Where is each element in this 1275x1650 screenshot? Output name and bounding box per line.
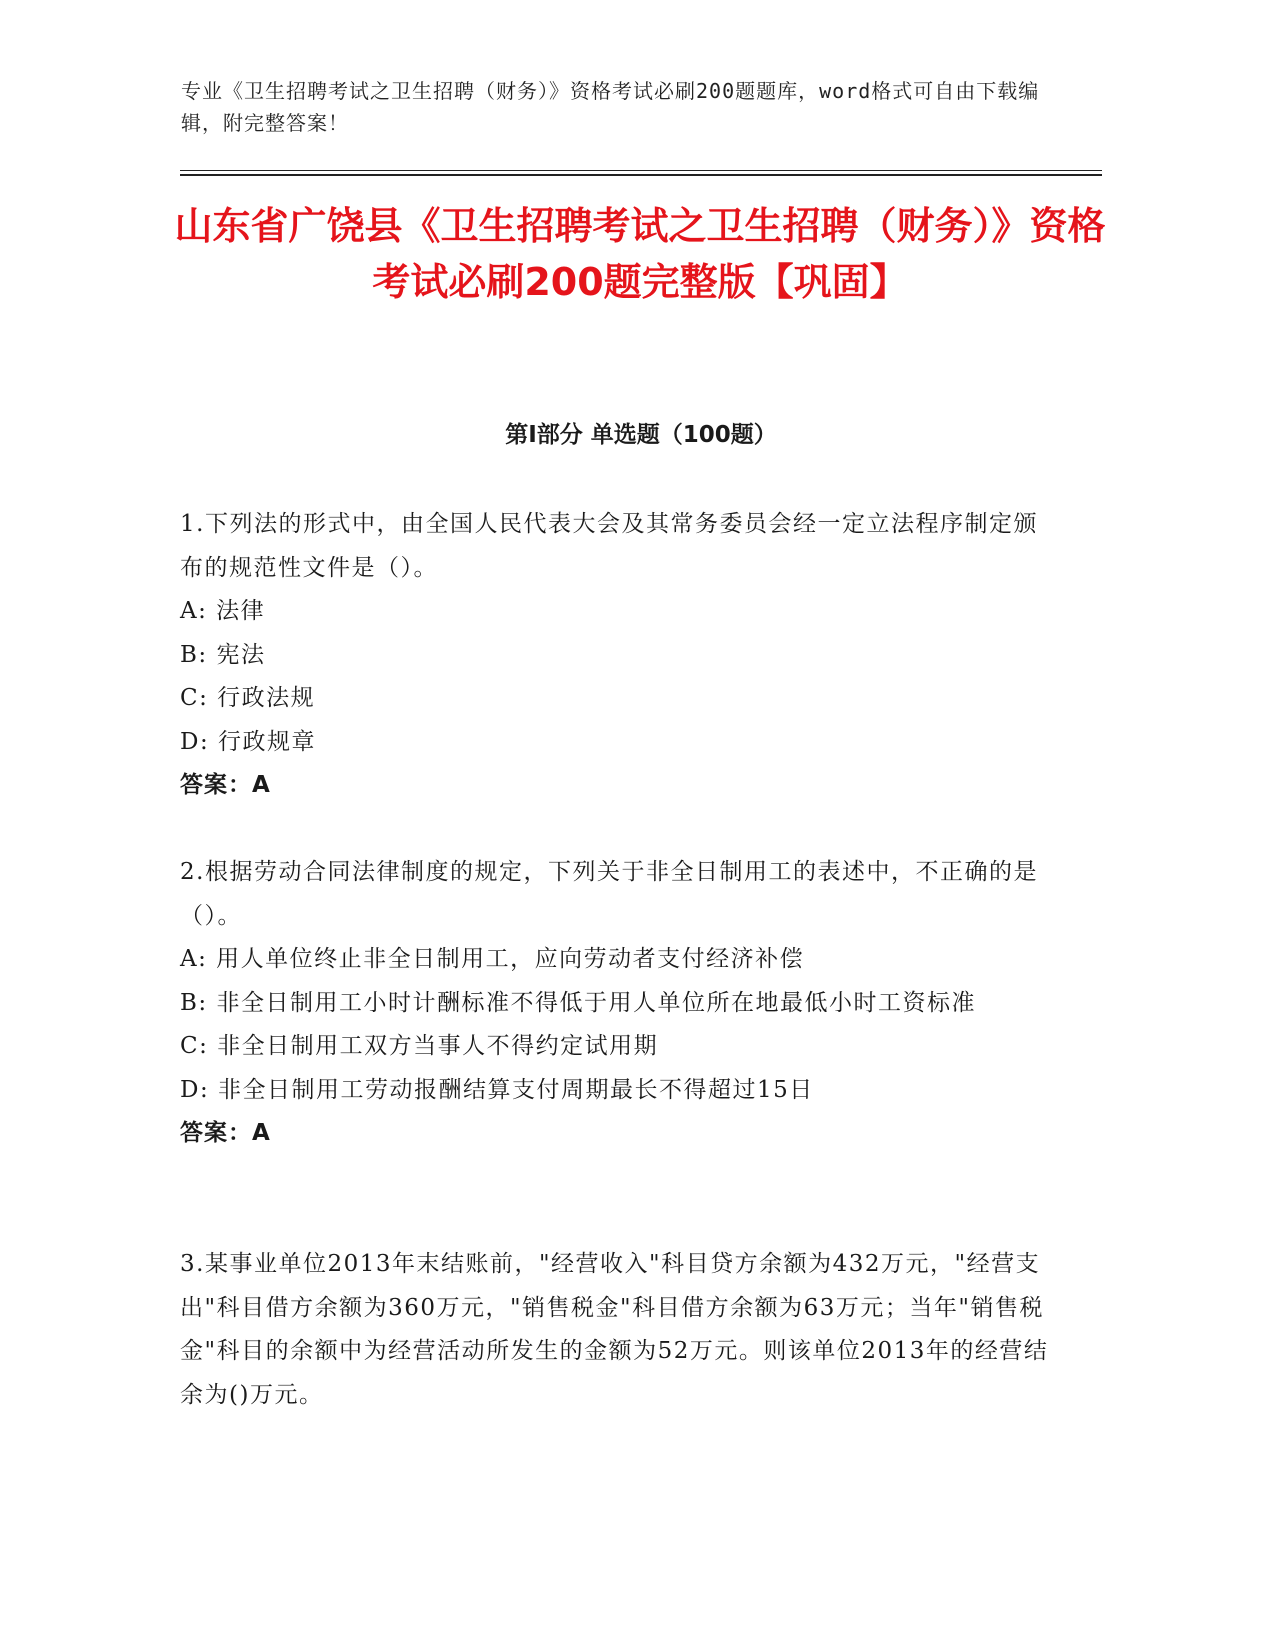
section-title: 第Ⅰ部分 单选题（100题） (505, 422, 777, 448)
option-c: C: 非全日制用工双方当事人不得约定试用期 (180, 1033, 659, 1059)
option-d: D: 行政规章 (180, 728, 317, 755)
answer: 答案：A (180, 1120, 271, 1146)
option-d: D: 非全日制用工劳动报酬结算支付周期最长不得超过15日 (180, 1076, 814, 1103)
header-divider-thin (180, 170, 1102, 171)
question-1 (180, 503, 1050, 808)
option-a: A: 法律 (180, 598, 266, 624)
document-title: 山东省广饶县《卫生招聘考试之卫生招聘（财务）》资格考试必刷200题完整版【巩固】 (174, 204, 1106, 304)
option-b: B: 非全日制用工小时计酬标准不得低于用人单位所在地最低小时工资标准 (180, 989, 976, 1016)
question-3 (180, 1243, 1050, 1417)
option-c: C: 行政法规 (180, 685, 316, 711)
question-stem: 1.下列法的形式中，由全国人民代表大会及其常务委员会经一定立法程序制定颁布的规范性文件是（）。 (180, 511, 1038, 581)
option-b: B: 宪法 (180, 641, 266, 668)
header-note: 专业《卫生招聘考试之卫生招聘（财务）》资格考试必刷200题题库，word格式可自由下载编辑，附完整答案！ (181, 79, 1040, 135)
header-divider-thick (180, 174, 1102, 176)
question-stem: 3.某事业单位2013年末结账前，"经营收入"科目贷方余额为432万元，"经营支出"科目借方余额为360万元，"销售税金"科目借方余额为63万元；当年"销售税金"科目的余额中为经营活动所发生的金额为52万元。则该单位2013年的经营结余为()万元。 (180, 1251, 1049, 1408)
question-stem: 2.根据劳动合同法律制度的规定，下列关于非全日制用工的表述中，不正确的是（）。 (180, 859, 1038, 929)
question-2 (180, 851, 1050, 1156)
answer: 答案：A (180, 772, 271, 798)
option-a: A: 用人单位终止非全日制用工，应向劳动者支付经济补偿 (180, 946, 805, 972)
